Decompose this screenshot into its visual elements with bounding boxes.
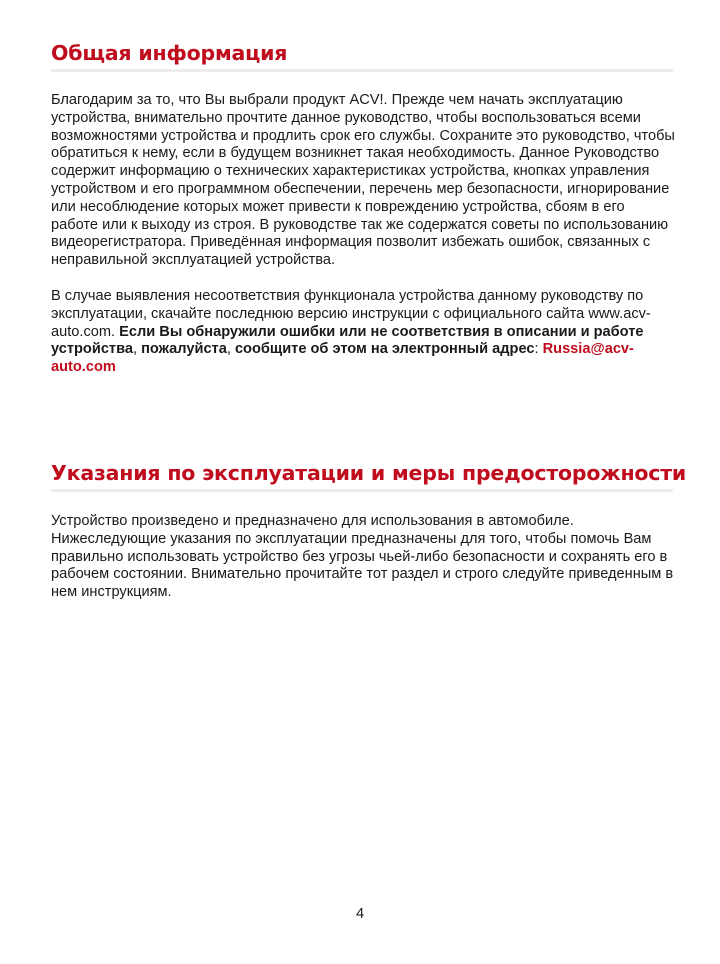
support-email: Russia@acv-auto.com xyxy=(51,341,634,376)
feedback-bold-text-2: пожалуйста xyxy=(141,341,227,358)
feedback-bold-text-3: сообщите об этом на электронный адрес xyxy=(234,341,535,358)
feedback-paragraph xyxy=(51,288,675,377)
feedback-bold-text-1: Если Вы обнаружили ошибки или не соответствия в описании и работе устройства xyxy=(51,323,644,358)
feedback-separator-1: , xyxy=(132,341,142,358)
instructions-paragraph: Устройство произведено и предназначено для использования в автомобиле. Нижеследующие указания по эксплуатации предназначены для того, чтобы помочь Вам правильно использовать устройство без угрозы чьей-либо безопасности и сохранять его в рабочем состоянии. Внимательно прочитайте тот раздел и строго следуйте приведенным в нем инструкциям. xyxy=(51,513,674,601)
section-divider xyxy=(51,69,673,72)
section-divider xyxy=(51,489,673,492)
intro-paragraph: Благодарим за то, что Вы выбрали продукт ACV!. Прежде чем начать эксплуатацию устройства, внимательно прочтите данное руководство, чтобы воспользоваться всеми возможностями устройства и продлить срок его службы. Сохраните это руководство, чтобы обратиться к нему, если в будущем возникнет такая необходимость. Данное Руководство содержит информацию о технических характеристиках устройства, кнопках управления устройством и его программном обеспечении, перечень мер безопасности, игнорирование или несоблюдение которых может привести к повреждению устройства, сбоям в его работе или к выходу из строя. В руководстве так же содержатся советы по использованию видеорегистратора. Приведённая информация позволит избежать ошибок, связанных с неправильной эксплуатацией устройства. xyxy=(51,92,675,269)
section-general-info xyxy=(51,40,675,377)
section-title: Указания по эксплуатации и меры предосторожности xyxy=(51,461,687,485)
feedback-separator-2: , xyxy=(226,341,235,358)
feedback-separator-3: : xyxy=(534,341,543,358)
section-title: Общая информация xyxy=(51,41,288,65)
feedback-plain-text: В случае выявления несоответствия функционала устройства данному руководству по эксплуатации, скачайте последнюю версию инструкции с официального сайта www.acv-auto.com. xyxy=(51,287,651,340)
page-number: 4 xyxy=(355,906,365,922)
section-operating-instructions xyxy=(51,460,687,602)
